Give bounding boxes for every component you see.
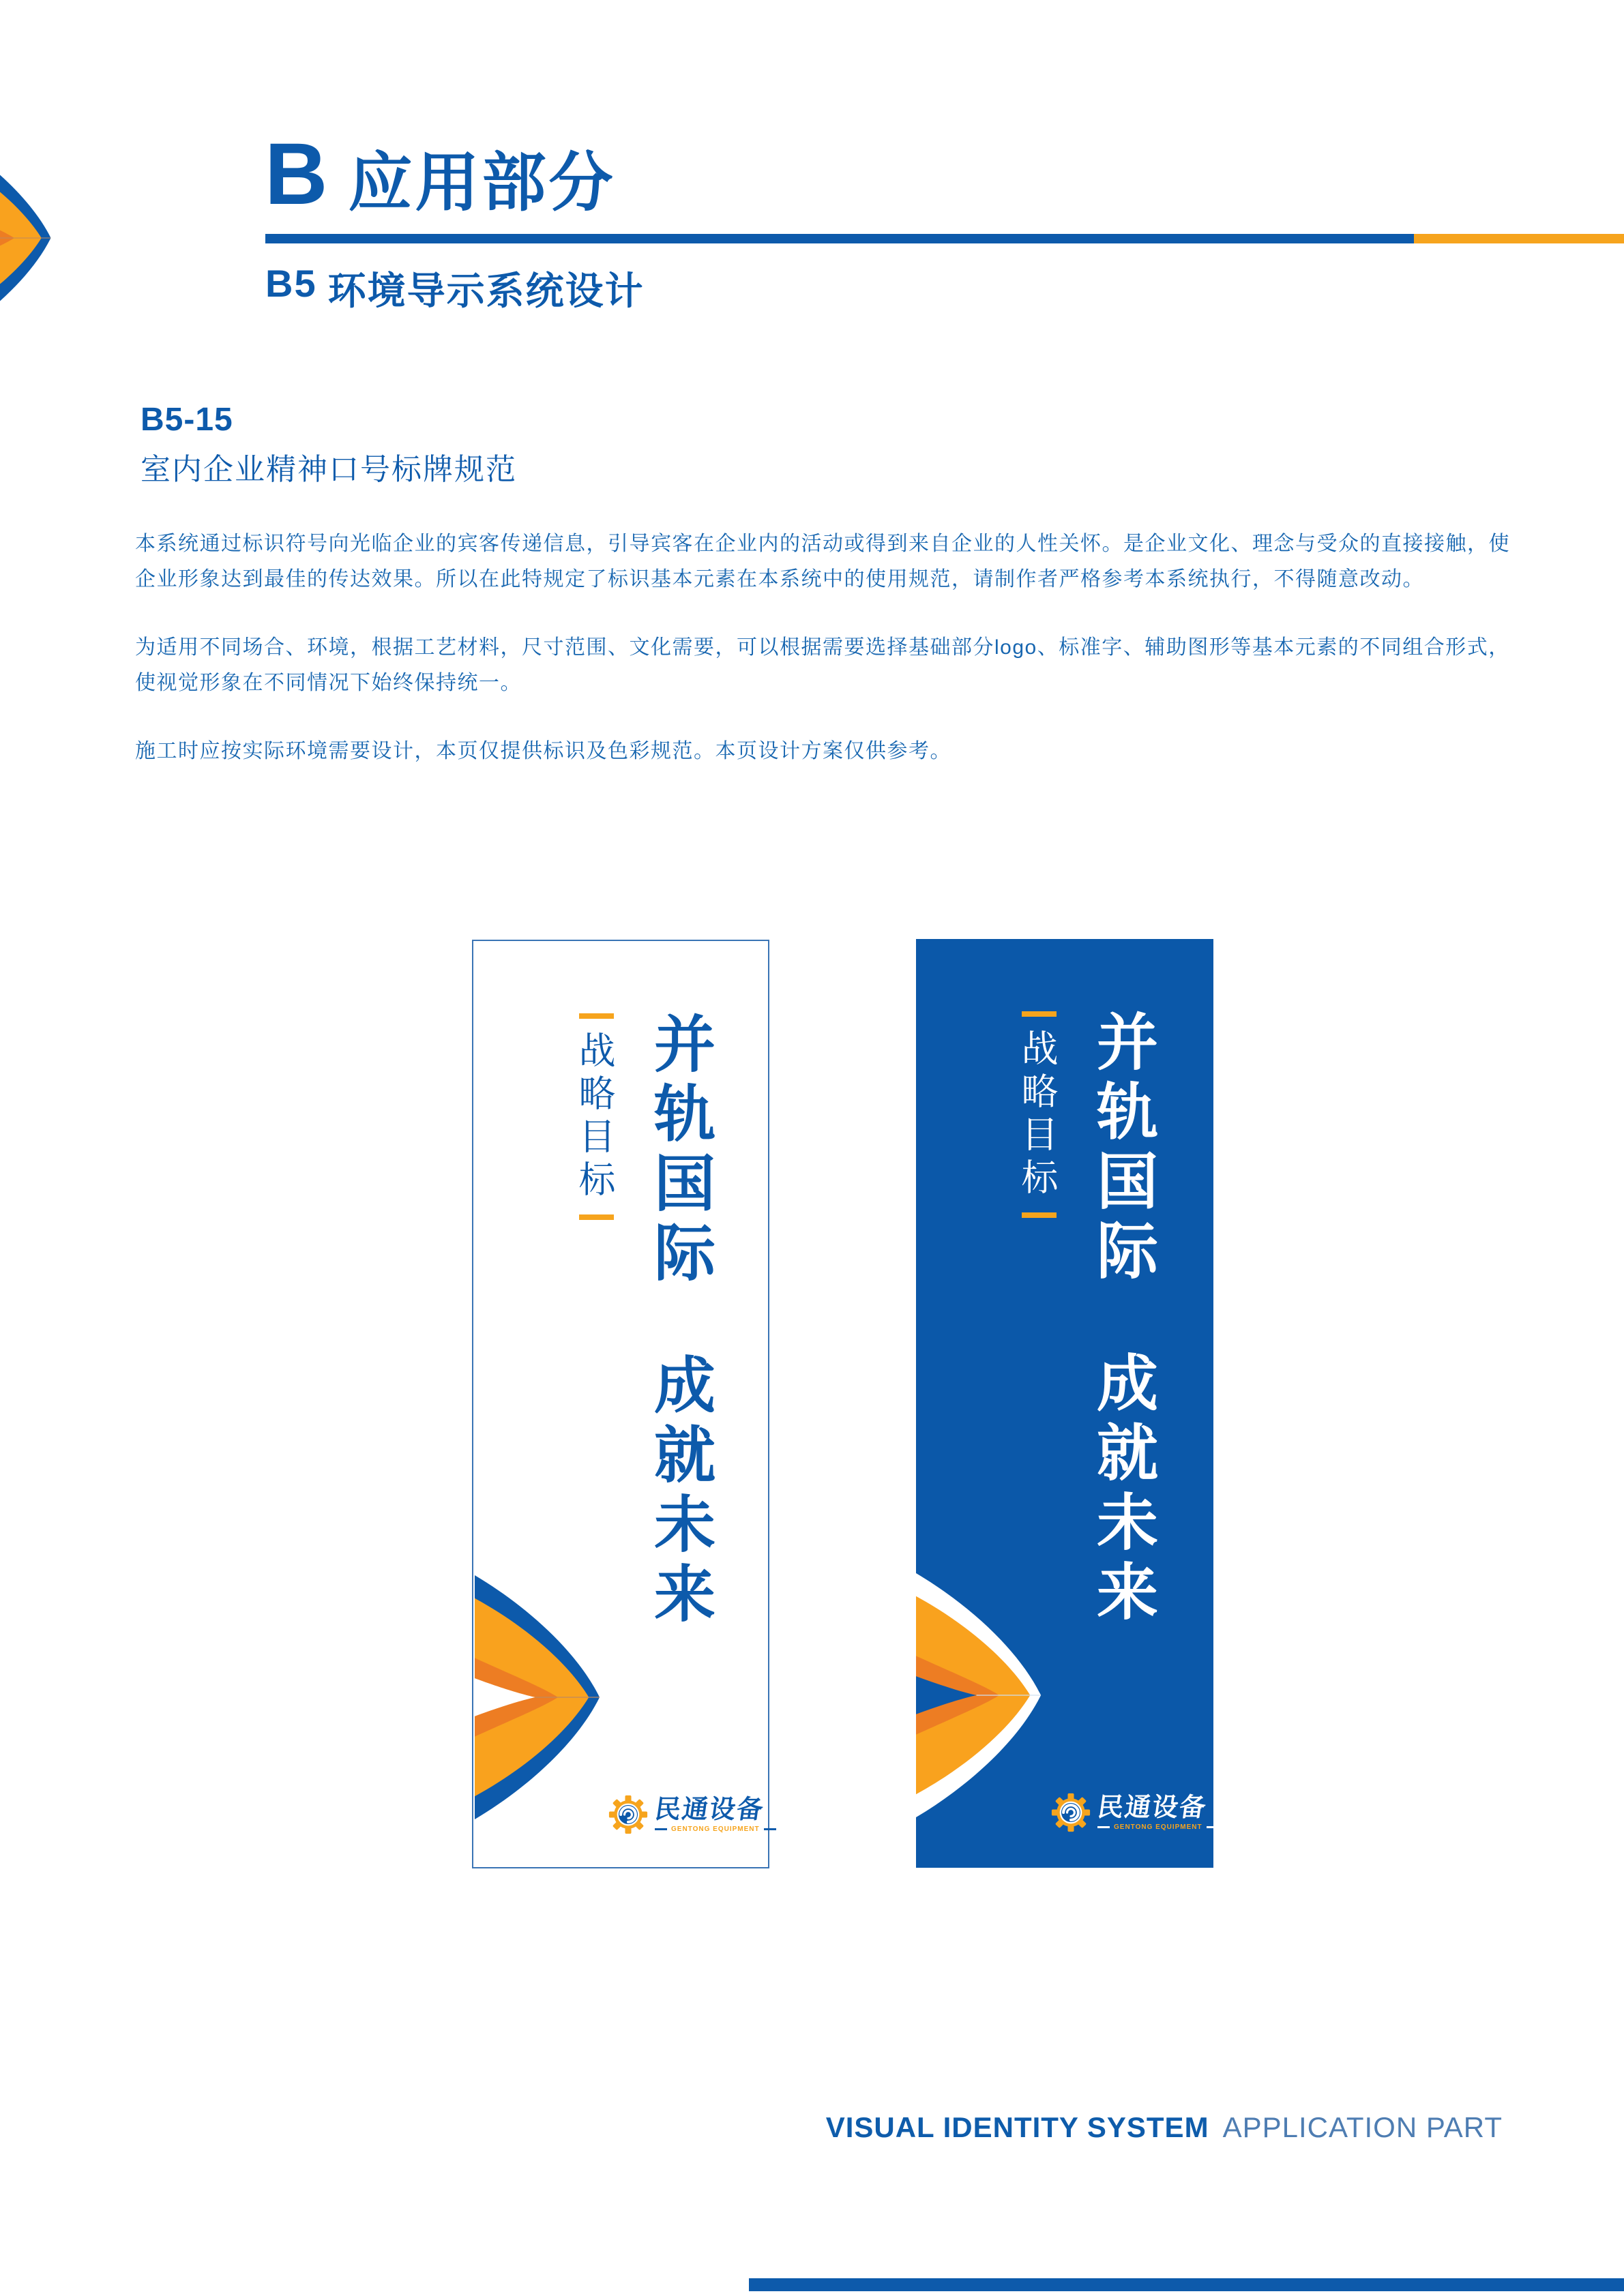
company-caption-row — [655, 1825, 776, 1833]
item-title: 室内企业精神口号标牌规范 — [141, 453, 517, 486]
paragraph-line: 企业形象达到最佳的传达效果。所以在此特规定了标识基本元素在本系统中的使用规范，请制作者严格参考本系统执行，不得随意改动。 — [135, 568, 1424, 591]
paragraph-line: 使视觉形象在不同情况下始终保持统一。 — [135, 672, 522, 694]
slogan-line-1: 并轨国际 — [1087, 1010, 1155, 1288]
slogan-line-2: 成就未来 — [645, 1353, 713, 1631]
slogan-text — [645, 1012, 713, 1631]
caption-line-right — [1207, 1826, 1219, 1828]
company-name: 民通设备 — [653, 1795, 767, 1824]
banner-blue — [916, 939, 1213, 1868]
company-name: 民通设备 — [1095, 1793, 1209, 1822]
brand-arrow-icon — [916, 1573, 1044, 1817]
paragraph — [135, 734, 1567, 769]
banner-white — [472, 940, 769, 1868]
company-caption-row — [1097, 1823, 1219, 1831]
footer-part-label: APPLICATION PART — [1222, 2111, 1503, 2143]
slogan-line-2: 成就未来 — [1087, 1351, 1155, 1629]
tagline-top-bar — [579, 1013, 614, 1019]
tagline-bottom-bar — [579, 1214, 614, 1220]
paragraph-line: 为适用不同场合、环境，根据工艺材料，尺寸范围、文化需要，可以根据需要选择基础部分logo、标准字、辅助图形等基本元素的不同组合形式， — [135, 636, 1510, 659]
bottom-accent-bar — [749, 2278, 1624, 2291]
tagline-top-bar — [1022, 1011, 1057, 1017]
section-letter: B — [265, 125, 328, 223]
tagline-bottom-bar — [1022, 1212, 1057, 1218]
company-logo-text — [1097, 1794, 1219, 1832]
title-rule-orange — [1414, 234, 1624, 243]
subsection-code: B5 — [265, 262, 317, 305]
company-logo — [608, 1795, 776, 1834]
page-title — [265, 125, 616, 223]
company-caption: GENTONG EQUIPMENT — [671, 1825, 760, 1834]
brand-arrow-icon — [0, 132, 53, 344]
company-logo — [1051, 1793, 1219, 1832]
paragraph-line: 施工时应按实际环境需要设计，本页仅提供标识及色彩规范。本页设计方案仅供参考。 — [135, 740, 951, 762]
caption-line-left — [655, 1828, 667, 1830]
company-logo-text — [655, 1796, 776, 1834]
subsection-text: 环境导示系统设计 — [327, 269, 645, 312]
tagline-text: 战略目标 — [574, 1031, 615, 1203]
subsection-title — [265, 261, 645, 316]
caption-line-right — [764, 1828, 776, 1830]
title-rule — [265, 234, 1624, 243]
gear-icon — [1051, 1793, 1091, 1832]
paragraph-line: 本系统通过标识符号向光临企业的宾客传递信息，引导宾客在企业内的活动或得到来自企业的人性关怀。是企业文化、理念与受众的直接接触，使 — [135, 533, 1510, 555]
company-caption: GENTONG EQUIPMENT — [1114, 1823, 1202, 1832]
footer-system-label: VISUAL IDENTITY SYSTEM — [825, 2111, 1209, 2143]
tagline-text: 战略目标 — [1016, 1029, 1057, 1201]
slogan-line-1: 并轨国际 — [645, 1012, 713, 1290]
item-code: B5-15 — [141, 402, 233, 438]
section-title: 应用部分 — [348, 147, 616, 219]
brand-arrow-icon — [475, 1575, 602, 1819]
gear-icon — [608, 1795, 648, 1834]
slogan-text — [1087, 1010, 1155, 1629]
footer — [826, 2111, 1503, 2144]
title-rule-blue — [265, 234, 1414, 243]
paragraph — [135, 630, 1567, 701]
body-text — [135, 526, 1567, 802]
caption-line-left — [1097, 1826, 1110, 1828]
paragraph — [135, 526, 1567, 597]
